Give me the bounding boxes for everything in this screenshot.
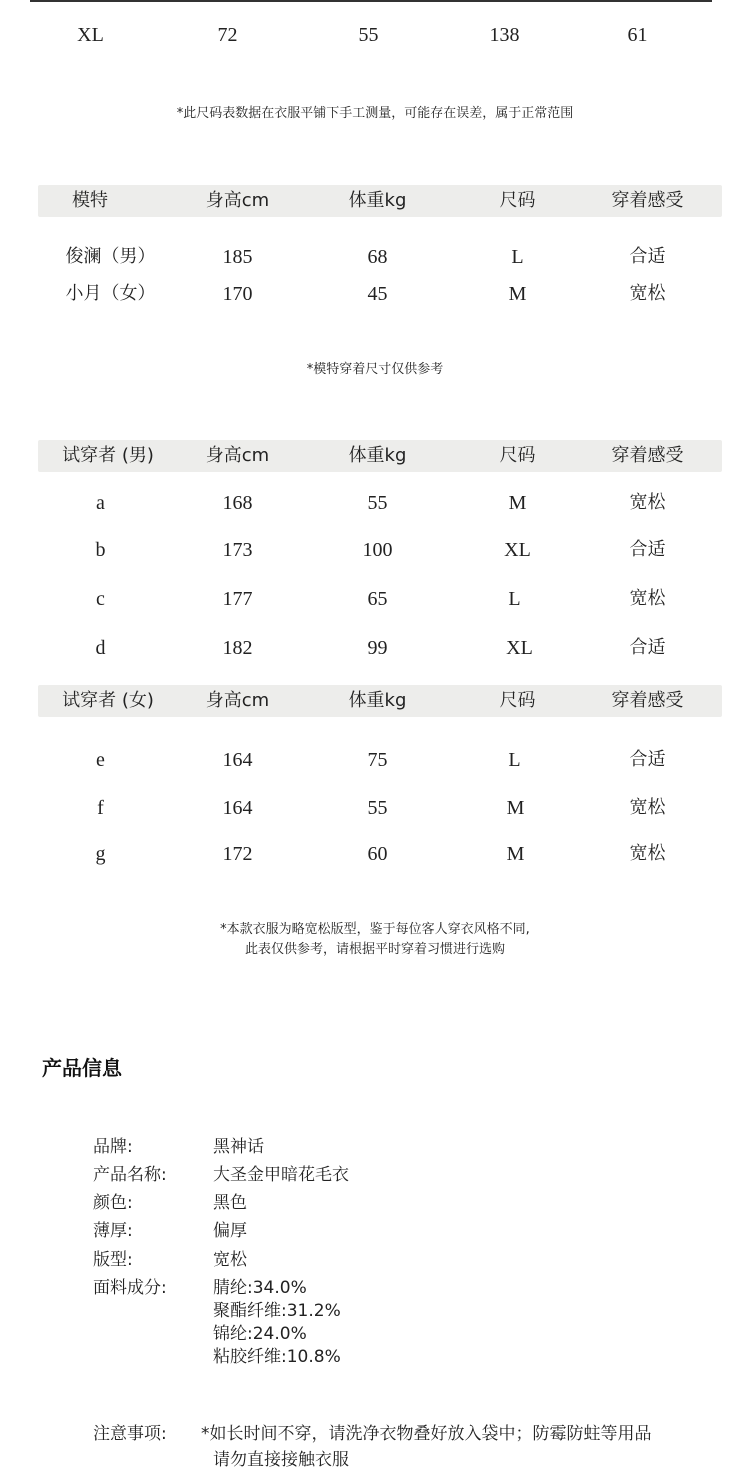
- header-cell: 穿着感受: [611, 690, 684, 711]
- tester-id: d: [95, 637, 106, 659]
- tryon-row: [0, 743, 750, 777]
- fabric-label: 面料成分:: [93, 1278, 167, 1298]
- fit-cell: 合适: [629, 246, 666, 267]
- size-cell: XL: [77, 24, 104, 46]
- fit-cell: 宽松: [629, 283, 666, 304]
- header-cell: 试穿者 (男): [62, 445, 154, 466]
- header-cell: 尺码: [499, 190, 536, 211]
- color-label: 颜色:: [93, 1193, 133, 1213]
- size-cell: M: [508, 492, 527, 514]
- weight-cell: 60: [367, 843, 388, 865]
- product-info-title: 产品信息: [42, 1056, 122, 1080]
- weight-cell: 68: [367, 246, 388, 268]
- height-cell: 173: [222, 539, 253, 561]
- tryon-row: [0, 533, 750, 567]
- size-cell: L: [511, 246, 524, 268]
- size-cell: M: [506, 843, 525, 865]
- weight-cell: 65: [367, 588, 388, 610]
- male-table-header: [38, 440, 722, 472]
- fit-cell: 宽松: [629, 797, 666, 818]
- fit-label: 版型:: [93, 1250, 133, 1270]
- weight-cell: 45: [367, 283, 388, 305]
- tryon-row: [0, 837, 750, 871]
- header-cell: 尺码: [499, 690, 536, 711]
- size-cell: XL: [504, 539, 531, 561]
- fit-cell: 合适: [629, 637, 666, 658]
- fabric-item: 锦纶:24.0%: [213, 1324, 307, 1344]
- tryon-note-line2: 此表仅供参考，请根据平时穿着习惯进行选购: [244, 942, 505, 957]
- header-cell: 试穿者 (女): [62, 690, 154, 711]
- header-cell: 体重kg: [348, 690, 407, 711]
- weight-cell: 75: [367, 749, 388, 771]
- header-cell: 体重kg: [348, 445, 407, 466]
- color-value: 黑色: [213, 1193, 247, 1213]
- tryon-note-line1: *本款衣服为略宽松版型，鉴于每位客人穿衣风格不同,: [220, 922, 530, 937]
- model-table-header: [38, 185, 722, 217]
- fabric-list: [213, 1277, 341, 1369]
- product-name-value: 大圣金甲暗花毛衣: [213, 1165, 349, 1185]
- size-cell: L: [508, 588, 521, 610]
- tryon-row: [0, 791, 750, 825]
- size-cell: L: [508, 749, 521, 771]
- header-cell: 穿着感受: [611, 190, 684, 211]
- size-cell: XL: [506, 637, 533, 659]
- header-cell: 身高cm: [205, 690, 270, 711]
- care-line1: *如长时间不穿，请洗净衣物叠好放入袋中；防霉防蛀等用品: [201, 1424, 652, 1444]
- model-row: [0, 277, 750, 311]
- model-note: *模特穿着尺寸仅供参考: [306, 362, 444, 377]
- model-name: 俊澜（男）: [65, 246, 156, 267]
- height-cell: 172: [222, 843, 253, 865]
- top-divider: [30, 0, 712, 2]
- tryon-row: [0, 582, 750, 616]
- size-cell: 72: [217, 24, 238, 46]
- size-cell: 55: [358, 24, 379, 46]
- header-cell: 穿着感受: [611, 445, 684, 466]
- thickness-value: 偏厚: [213, 1221, 247, 1241]
- fit-cell: 合适: [629, 749, 666, 770]
- fabric-item: 聚酯纤维:31.2%: [213, 1301, 341, 1321]
- female-table-header: [38, 685, 722, 717]
- height-cell: 164: [222, 797, 253, 819]
- weight-cell: 100: [362, 539, 393, 561]
- tester-id: e: [96, 749, 105, 771]
- weight-cell: 55: [367, 492, 388, 514]
- height-cell: 185: [222, 246, 253, 268]
- care-label: 注意事项:: [93, 1424, 167, 1444]
- header-cell: 体重kg: [348, 190, 407, 211]
- tryon-row: [0, 631, 750, 665]
- height-cell: 164: [222, 749, 253, 771]
- tester-id: c: [96, 588, 105, 610]
- weight-cell: 55: [367, 797, 388, 819]
- fit-value: 宽松: [213, 1250, 247, 1270]
- height-cell: 170: [222, 283, 253, 305]
- size-cell: 61: [627, 24, 648, 46]
- height-cell: 177: [222, 588, 253, 610]
- brand-value: 黑神话: [213, 1137, 264, 1157]
- size-note: *此尺码表数据在衣服平铺下手工测量，可能存在误差，属于正常范围: [176, 106, 574, 121]
- fit-cell: 宽松: [629, 492, 666, 513]
- brand-label: 品牌:: [93, 1137, 133, 1157]
- tryon-row: [0, 486, 750, 520]
- height-cell: 168: [222, 492, 253, 514]
- fabric-item: 腈纶:34.0%: [213, 1278, 307, 1298]
- tester-id: f: [97, 797, 104, 819]
- product-name-label: 产品名称:: [93, 1165, 167, 1185]
- weight-cell: 99: [367, 637, 388, 659]
- header-cell: 身高cm: [205, 190, 270, 211]
- fit-cell: 合适: [629, 539, 666, 560]
- tester-id: a: [96, 492, 105, 514]
- thickness-label: 薄厚:: [93, 1221, 133, 1241]
- fit-cell: 宽松: [629, 843, 666, 864]
- fabric-item: 粘胶纤维:10.8%: [213, 1347, 341, 1367]
- header-cell: 尺码: [499, 445, 536, 466]
- height-cell: 182: [222, 637, 253, 659]
- header-cell: 身高cm: [205, 445, 270, 466]
- care-line2: 请勿直接接触衣服: [213, 1450, 349, 1470]
- tester-id: g: [95, 843, 106, 865]
- size-cell: M: [508, 283, 527, 305]
- size-cell: 138: [489, 24, 520, 46]
- tester-id: b: [95, 539, 106, 561]
- fit-cell: 宽松: [629, 588, 666, 609]
- size-table-row-xl: [0, 18, 750, 52]
- model-row: [0, 240, 750, 274]
- size-cell: M: [506, 797, 525, 819]
- model-name: 小月（女）: [65, 283, 156, 304]
- header-cell: 模特: [72, 190, 108, 211]
